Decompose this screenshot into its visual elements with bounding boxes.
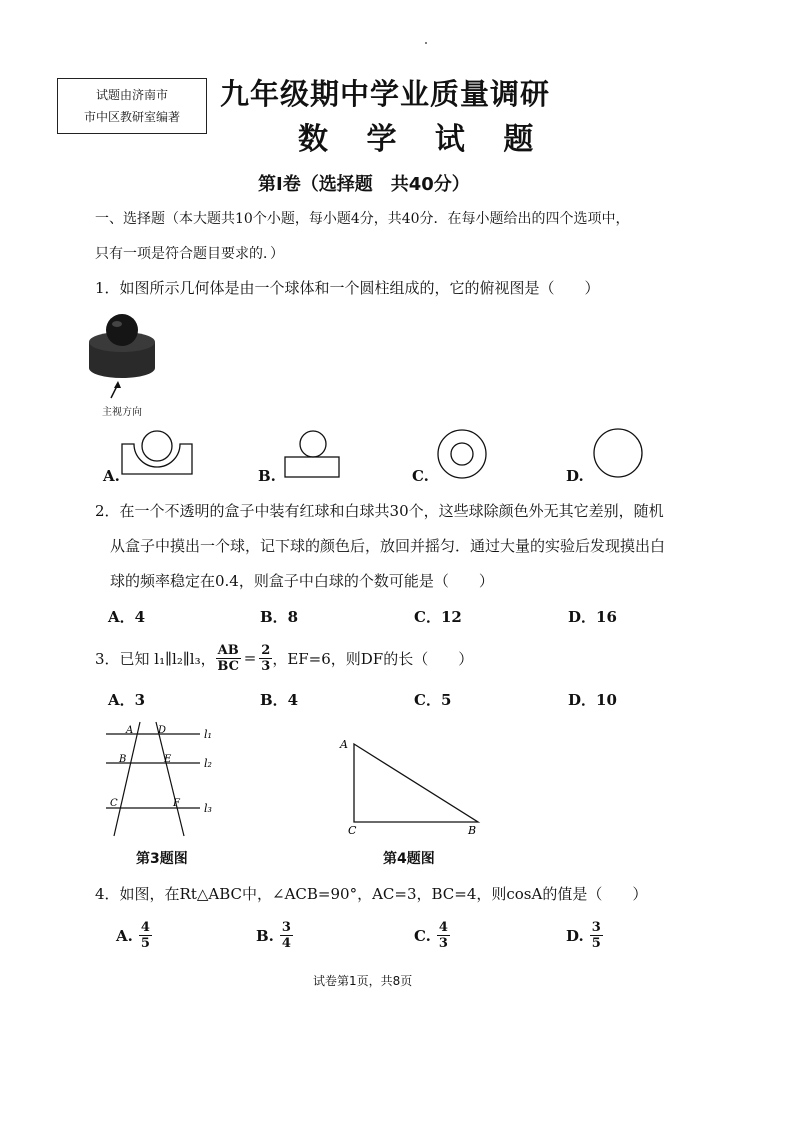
q4-label-b: B <box>468 824 477 837</box>
q3-stem <box>95 636 473 680</box>
volume-heading: 第Ⅰ卷（选择题 共40分） <box>258 174 470 195</box>
q3-value-fraction <box>259 643 272 674</box>
q3-label-c: C <box>110 798 118 809</box>
q4-option-c <box>414 920 450 951</box>
section-instructions-line2: 只有一项是符合题目要求的．） <box>95 246 284 262</box>
q3-label-l2: l₂ <box>204 757 212 770</box>
q4-option-d-letter: D. <box>566 926 584 945</box>
q4-label-c: C <box>348 824 357 837</box>
q1-stem: 1．如图所示几何体是由一个球体和一个圆柱组成的，它的俯视图是（ ） <box>95 279 600 297</box>
q4-option-b-den: 4 <box>281 936 291 951</box>
q3-label-b: B <box>119 754 127 765</box>
q4-option-b-num: 3 <box>281 920 291 935</box>
exam-subject: 数 学 试 题 <box>298 122 548 157</box>
q2-option-c: C．12 <box>414 608 462 626</box>
q4-option-a-num: 4 <box>140 920 150 935</box>
editor-stamp <box>57 78 207 134</box>
q3-value-den: 3 <box>261 658 271 674</box>
q1-option-a-label: A. <box>103 467 120 485</box>
q1-option-c-figure <box>436 428 488 480</box>
scan-dot <box>425 42 427 44</box>
q3-option-d: D．10 <box>568 691 617 709</box>
q4-option-c-letter: C. <box>414 926 431 945</box>
q3-label-f: F <box>173 798 180 809</box>
q2-stem-line3: 球的频率稳定在0.4，则盒子中白球的个数可能是（ ） <box>110 572 494 590</box>
q2-stem-line1: 2．在一个不透明的盒子中装有红球和白球共30个，这些球除颜色外无其它差别，随机 <box>95 502 664 520</box>
q4-option-d-fraction <box>590 920 603 951</box>
q3-stem-suffix: ，EF=6，则DF的长（ ） <box>272 649 474 668</box>
q4-stem: 4．如图，在Rt△ABC中，∠ACB=90°，AC=3，BC=4，则cosA的值是（ ） <box>95 885 648 903</box>
q4-option-a-den: 5 <box>140 936 150 951</box>
q4-figure-caption: 第4题图 <box>383 851 435 867</box>
q3-label-d: D <box>158 725 167 736</box>
q3-ratio-num: AB <box>217 642 239 658</box>
q2-stem-line2: 从盒子中摸出一个球，记下球的颜色后，放回并摇匀．通过大量的实验后发现摸出白 <box>110 537 666 555</box>
q3-figure-caption: 第3题图 <box>136 851 188 867</box>
page-footer: 试卷第1页，共8页 <box>313 974 413 988</box>
q1-option-c-label: C. <box>412 467 429 485</box>
q3-label-e: E <box>164 754 172 765</box>
q4-option-b <box>256 920 293 951</box>
stamp-line1: 试题由济南市 <box>95 88 168 102</box>
q2-option-d: D．16 <box>568 608 617 626</box>
q3-option-b: B．4 <box>260 691 299 709</box>
q3-ratio-den: BC <box>217 658 239 674</box>
q4-option-a-fraction <box>139 920 152 951</box>
q1-option-d-label: D. <box>566 467 584 485</box>
stamp-line2: 市中区教研室编著 <box>83 110 180 124</box>
q3-label-l1: l₁ <box>204 728 212 741</box>
q3-figure <box>100 718 230 843</box>
q1-option-d-figure <box>592 427 646 481</box>
q1-option-a-figure <box>120 428 195 480</box>
q1-solid-figure <box>85 308 165 410</box>
q3-label-a: A <box>126 725 134 736</box>
section-instructions-line1: 一、选择题（本大题共10个小题，每小题4分，共40分．在每小题给出的四个选项中， <box>95 211 630 227</box>
q4-option-c-den: 3 <box>438 936 448 951</box>
q3-label-l3: l₃ <box>204 802 212 815</box>
q3-value-num: 2 <box>261 642 271 658</box>
q1-direction-label: 主视方向 <box>102 407 142 418</box>
q4-option-a-letter: A. <box>116 926 133 945</box>
q4-option-b-letter: B. <box>256 926 274 945</box>
q4-option-a <box>116 920 152 951</box>
q3-option-a: A．3 <box>108 691 146 709</box>
q3-stem-prefix: 3．已知 l₁∥l₂∥l₃， <box>95 649 216 668</box>
q1-option-b-label: B. <box>258 467 276 485</box>
q3-ratio-fraction <box>216 643 241 674</box>
q4-option-d-den: 5 <box>591 936 601 951</box>
q4-option-c-num: 4 <box>438 920 448 935</box>
q4-option-d-num: 3 <box>591 920 601 935</box>
q2-option-b: B．8 <box>260 608 299 626</box>
q4-option-d <box>566 920 603 951</box>
q4-figure <box>338 734 488 838</box>
q4-option-b-fraction <box>280 920 293 951</box>
q4-option-c-fraction <box>437 920 450 951</box>
exam-title: 九年级期中学业质量调研 <box>220 77 551 111</box>
q1-option-b-figure <box>283 428 343 480</box>
q2-option-a: A．4 <box>108 608 146 626</box>
q3-equals: = <box>243 649 257 667</box>
q4-label-a: A <box>340 738 348 751</box>
q3-option-c: C．5 <box>414 691 452 709</box>
